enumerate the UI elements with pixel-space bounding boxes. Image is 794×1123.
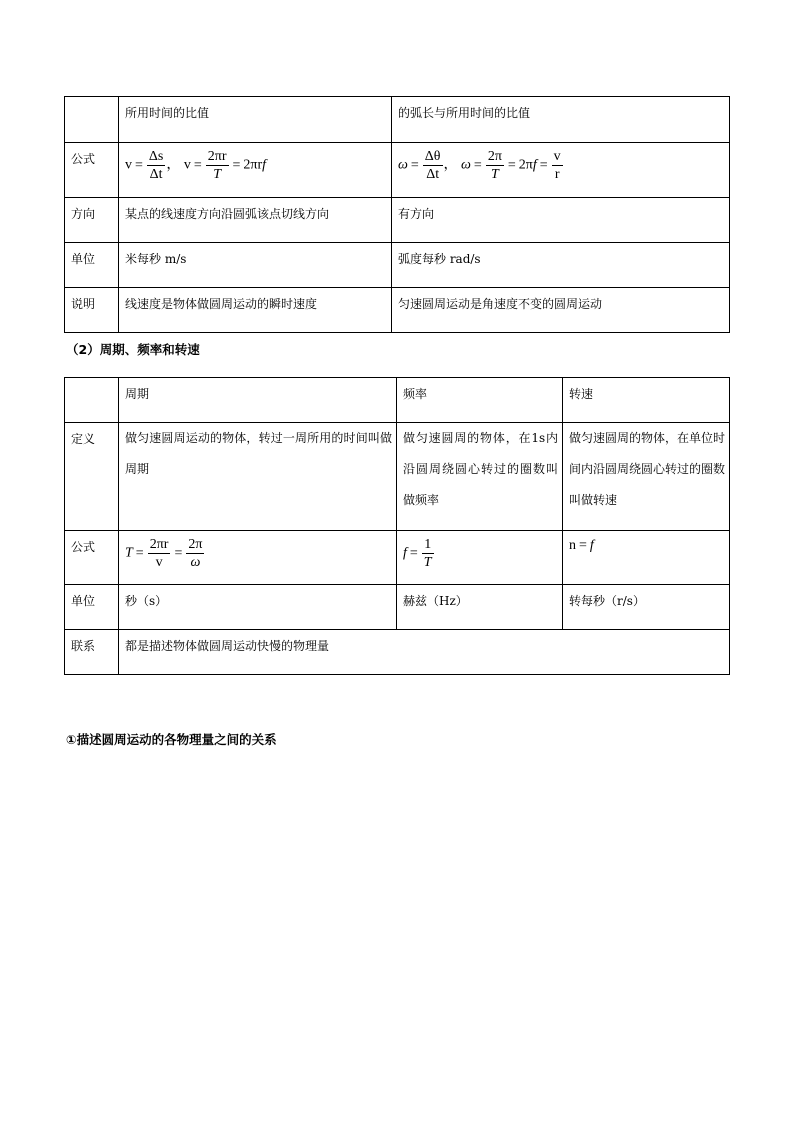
table-row [65,97,730,143]
empty-cell [65,97,119,143]
table-row [65,531,730,585]
fraction: $\frac{2\pi}{T}$ [487,149,502,182]
fraction: $\frac{2\pi}{\omega}$ [188,537,203,570]
fraction: $\frac{2\pi r}{v}$ [149,537,169,570]
period-unit: 秒（s） [119,585,397,630]
section-heading: （2）周期、频率和转速 [66,342,200,357]
frequency-unit: 赫兹（Hz） [397,585,563,630]
period-formula: T = $\frac{2\pi r}{v}$ = $\frac{2\pi}{\omega}$ [119,531,397,585]
table-row [65,143,730,198]
speed-formula: n = f [563,531,730,585]
period-definition: 做匀速圆周运动的物体，转过一周所用的时间叫做周期 [119,423,397,531]
empty-cell [65,378,119,423]
definition-label: 定义 [65,423,119,531]
table-row [65,288,730,333]
linear-note: 线速度是物体做圆周运动的瞬时速度 [119,288,392,333]
table-row [65,198,730,243]
header-frequency: 频率 [397,378,563,423]
header-speed: 转速 [563,378,730,423]
unit-label: 单位 [65,585,119,630]
speed-definition: 做匀速圆周的物体，在单位时间内沿圆周绕圆心转过的圈数叫做转速 [563,423,730,531]
angular-direction: 有方向 [392,198,730,243]
relation-text: 都是描述物体做圆周运动快慢的物理量 [119,630,730,675]
header-period: 周期 [119,378,397,423]
angular-note: 匀速圆周运动是角速度不变的圆周运动 [392,288,730,333]
relation-label: 联系 [65,630,119,675]
velocity-table [64,96,730,333]
fraction: $\frac{2\pi r}{T}$ [207,149,227,182]
angular-velocity-intro: 的弧长与所用时间的比值 [392,97,730,143]
linear-velocity-formula: v = $\frac{\Delta s}{\Delta t}$ ， v = $\frac{2\pi r}{T}$ = 2πrf [119,143,392,198]
angular-velocity-formula: ω = $\frac{\Delta\theta}{\Delta t}$ ， ω = $\frac{2\pi}{T}$ = 2πf = $\frac{v}{r}$ [392,143,730,198]
formula-label: 公式 [65,531,119,585]
fraction: $\frac{1}{T}$ [423,537,432,570]
angular-unit: 弧度每秒 rad/s [392,243,730,288]
speed-unit: 转每秒（r/s） [563,585,730,630]
formula-label: 公式 [65,143,119,198]
direction-label: 方向 [65,198,119,243]
fraction: $\frac{v}{r}$ [553,149,561,182]
linear-unit: 米每秒 m/s [119,243,392,288]
frequency-formula: f = $\frac{1}{T}$ [397,531,563,585]
fraction: $\frac{\Delta\theta}{\Delta t}$ [424,149,441,182]
fraction: $\frac{\Delta s}{\Delta t}$ [148,149,164,182]
section-heading: ①描述圆周运动的各物理量之间的关系 [66,732,277,747]
table-row [65,423,730,531]
table-row [65,378,730,423]
period-frequency-table [64,377,730,675]
table-row [65,630,730,675]
unit-label: 单位 [65,243,119,288]
table-row [65,243,730,288]
note-label: 说明 [65,288,119,333]
linear-velocity-intro: 所用时间的比值 [119,97,392,143]
frequency-definition: 做匀速圆周的物体，在1s内沿圆周绕圆心转过的圈数叫做频率 [397,423,563,531]
table-row [65,585,730,630]
linear-direction: 某点的线速度方向沿圆弧该点切线方向 [119,198,392,243]
